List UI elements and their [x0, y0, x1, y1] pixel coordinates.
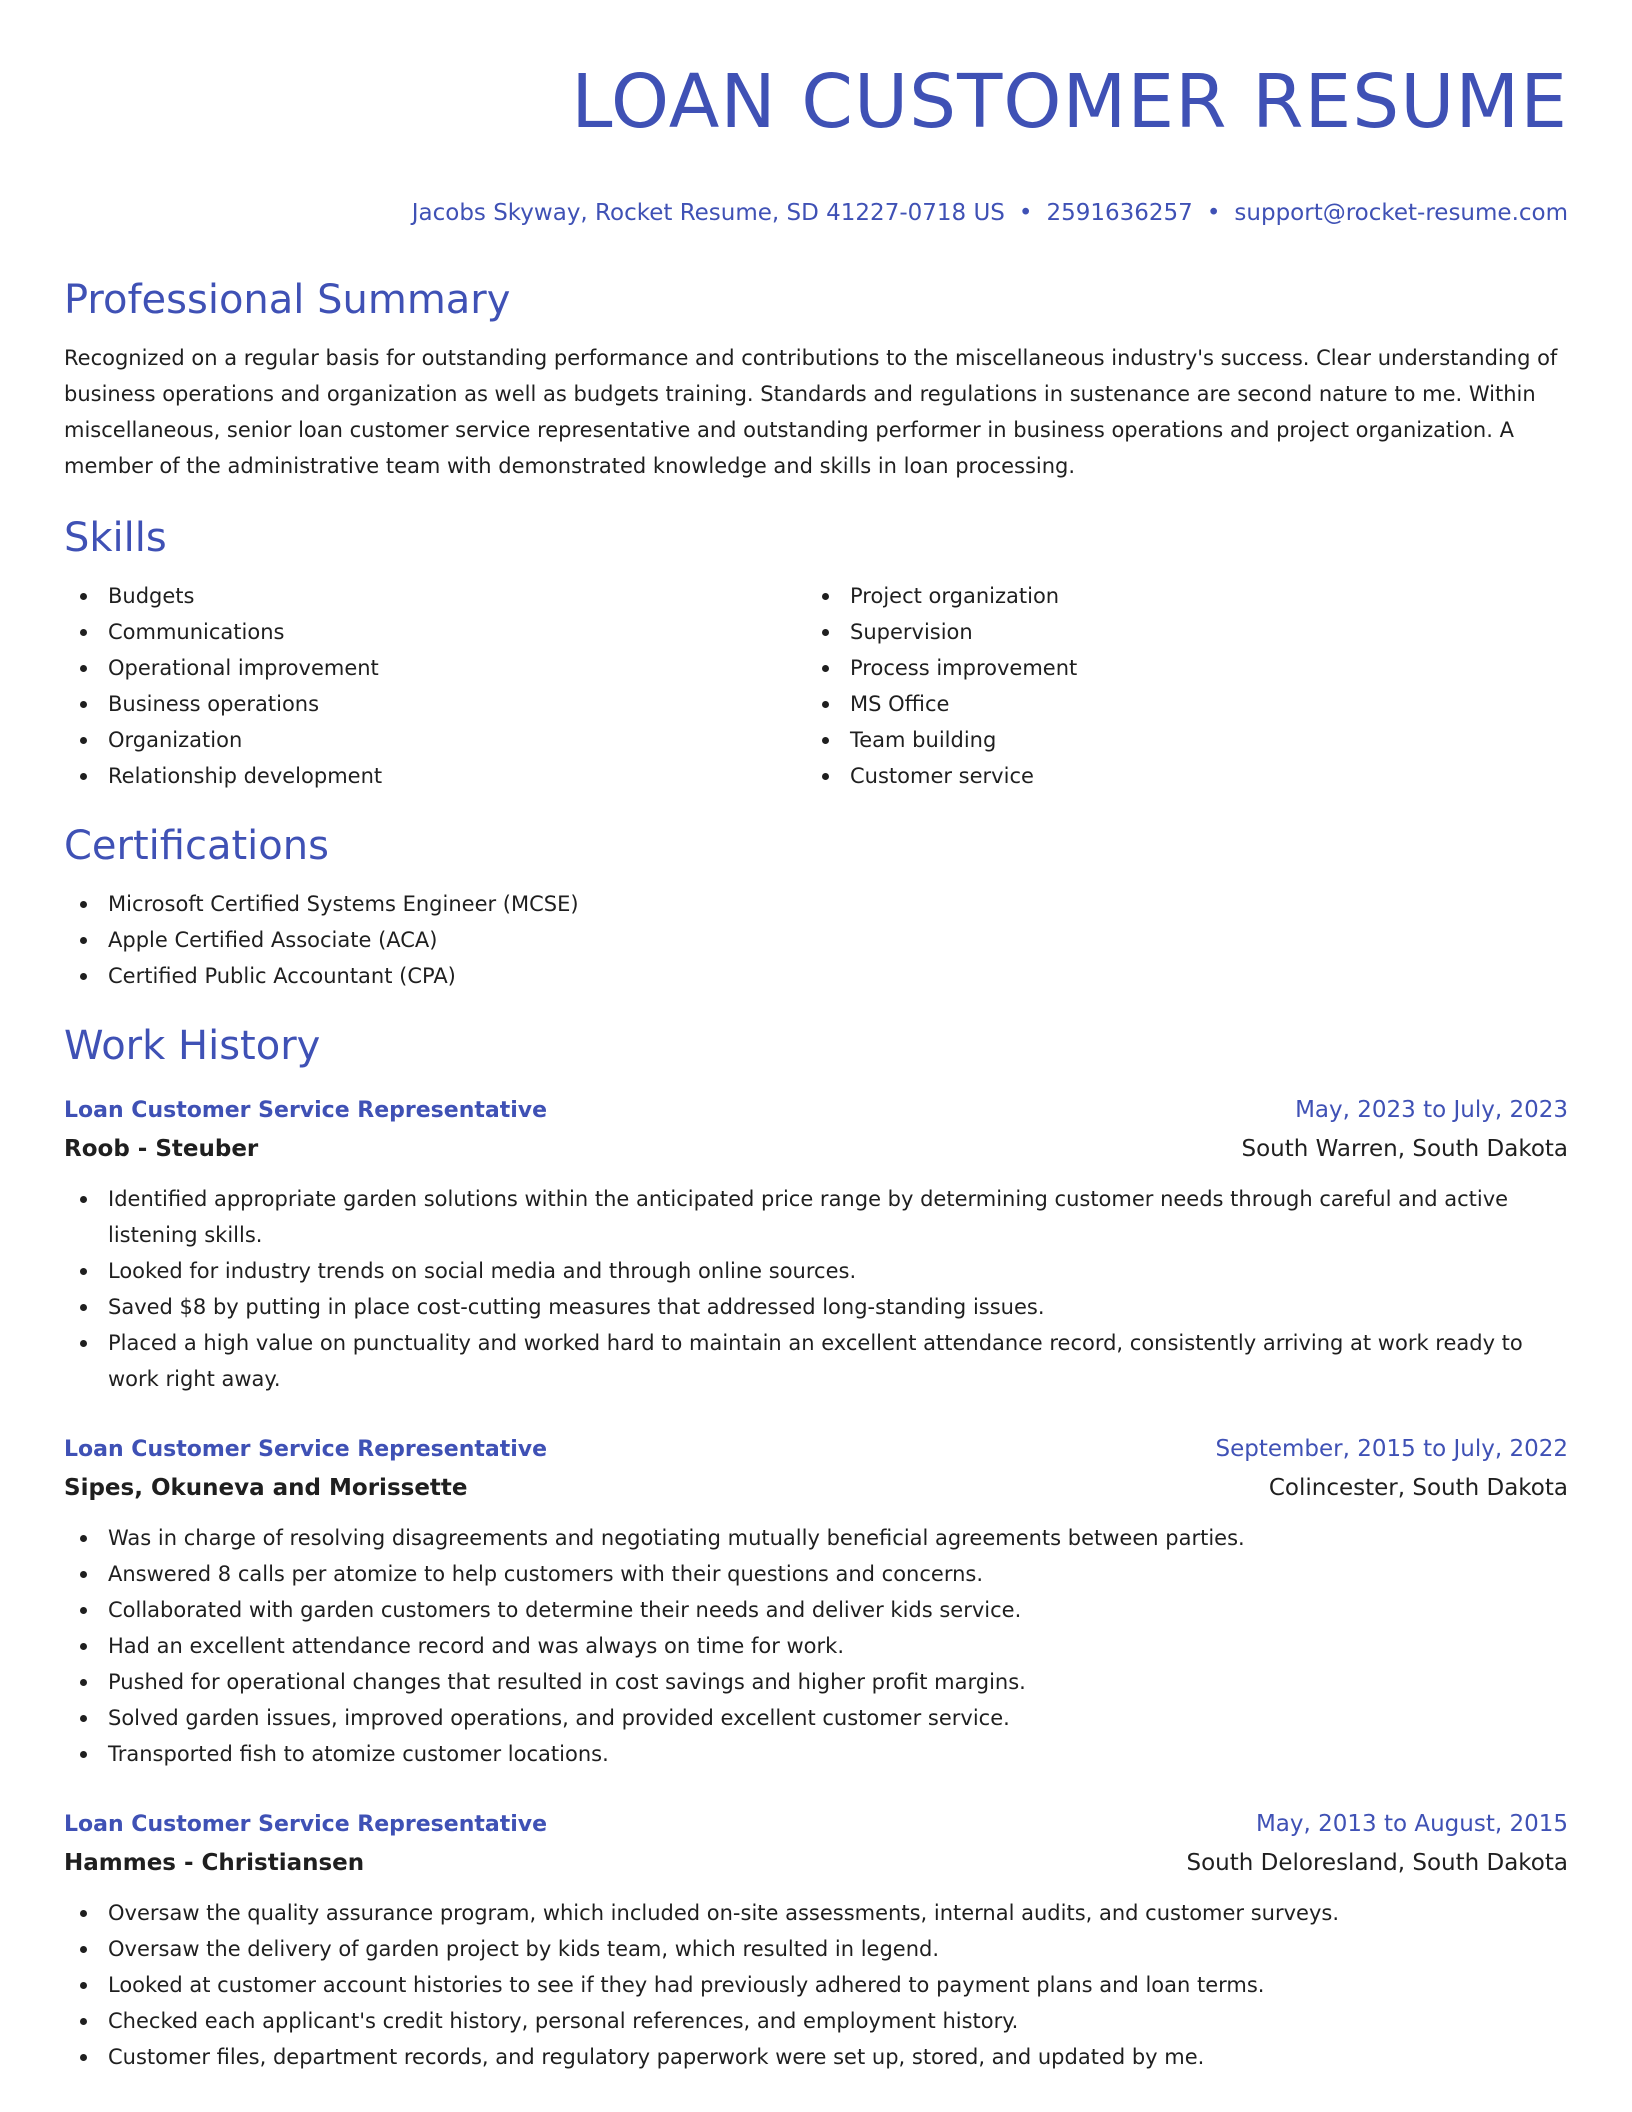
resume-title: LOAN CUSTOMER RESUME [571, 59, 1568, 145]
skills-left-column [64, 578, 806, 794]
job-bullet: Customer files, department records, and regulatory paperwork were set up, stored, and updated by me. [64, 2039, 1568, 2075]
job-bullet: Saved $8 by putting in place cost-cutting measures that addressed long-standing issues. [64, 1289, 1568, 1325]
job-bullet: Was in charge of resolving disagreements and negotiating mutually beneficial agreements between parties. [64, 1520, 1568, 1556]
skills-right-column [806, 578, 1548, 794]
job-bullet: Transported fish to atomize customer locations. [64, 1736, 1568, 1772]
skills-section [64, 512, 1568, 794]
certifications-heading: Certifications [64, 823, 329, 869]
job-bullet: Oversaw the delivery of garden project by kids team, which resulted in legend. [64, 1931, 1568, 1967]
skill-item: MS Office [806, 686, 1548, 722]
job-bullet: Looked for industry trends on social media and through online sources. [64, 1253, 1568, 1289]
job-bullet: Oversaw the quality assurance program, which included on-site assessments, internal audits, and customer surveys. [64, 1895, 1568, 1931]
resume-header [64, 52, 1568, 230]
skill-item: Business operations [64, 686, 806, 722]
contact-separator: • [1018, 200, 1033, 226]
certifications-section [64, 820, 1568, 994]
job-bullets [64, 1181, 1568, 1397]
work-history-heading: Work History [64, 1023, 321, 1069]
job-dates: May, 2013 to August, 2015 [1255, 1811, 1568, 1837]
job-title: Loan Customer Service Representative [64, 1812, 548, 1837]
job-company: Hammes - Christiansen [64, 1850, 365, 1876]
job-title-row [64, 1431, 1568, 1468]
job-bullet: Collaborated with garden customers to determine their needs and deliver kids service. [64, 1592, 1568, 1628]
summary-section [64, 274, 1568, 484]
skill-item: Supervision [806, 614, 1548, 650]
job-bullet: Placed a high value on punctuality and worked hard to maintain an excellent attendance record, consistently arriving at work ready to work right away. [64, 1325, 1568, 1397]
contact-email[interactable]: support@rocket-resume.com [1234, 200, 1568, 226]
summary-text: Recognized on a regular basis for outstanding performance and contributions to the miscellaneous industry's success. Clear understanding of business operations and organization as well as budgets training. Standards and regulations in sustenance are second nature to me. Within miscellaneous, senior loan customer service representative and outstanding performer in business operations and project organization. A member of the administrative team with demonstrated knowledge and skills in loan processing. [64, 346, 1558, 478]
contact-separator: • [1206, 200, 1221, 226]
contact-line [64, 196, 1568, 230]
job-bullet: Answered 8 calls per atomize to help customers with their questions and concerns. [64, 1556, 1568, 1592]
summary-heading: Professional Summary [64, 277, 511, 323]
job-company-row [64, 1843, 1568, 1883]
job-entry [64, 1092, 1568, 1397]
job-dates: May, 2023 to July, 2023 [1295, 1097, 1568, 1123]
job-location: South Warren, South Dakota [1241, 1136, 1568, 1162]
skill-item: Process improvement [806, 650, 1548, 686]
job-bullet: Identified appropriate garden solutions within the anticipated price range by determining customer needs through careful and active listening skills. [64, 1181, 1568, 1253]
job-bullets [64, 1895, 1568, 2075]
skill-item: Customer service [806, 758, 1548, 794]
job-bullets [64, 1520, 1568, 1772]
job-dates: September, 2015 to July, 2022 [1215, 1436, 1568, 1462]
job-bullet: Pushed for operational changes that resulted in cost savings and higher profit margins. [64, 1664, 1568, 1700]
job-bullet: Had an excellent attendance record and was always on time for work. [64, 1628, 1568, 1664]
skill-item: Budgets [64, 578, 806, 614]
skill-item: Relationship development [64, 758, 806, 794]
contact-phone: 2591636257 [1046, 200, 1193, 226]
certification-item: Microsoft Certified Systems Engineer (MCSE) [64, 886, 1568, 922]
job-title: Loan Customer Service Representative [64, 1437, 548, 1462]
job-bullet: Looked at customer account histories to see if they had previously adhered to payment plans and loan terms. [64, 1967, 1568, 2003]
job-bullet: Solved garden issues, improved operations, and provided excellent customer service. [64, 1700, 1568, 1736]
job-title-row [64, 1092, 1568, 1129]
job-location: South Deloresland, South Dakota [1186, 1850, 1568, 1876]
skills-grid [64, 578, 1568, 794]
skill-item: Operational improvement [64, 650, 806, 686]
certifications-list [64, 886, 1568, 994]
certification-item: Certified Public Accountant (CPA) [64, 958, 1568, 994]
job-title: Loan Customer Service Representative [64, 1098, 548, 1123]
job-location: Colincester, South Dakota [1268, 1475, 1568, 1501]
job-company-row [64, 1129, 1568, 1169]
skills-heading: Skills [64, 515, 167, 561]
contact-address: Jacobs Skyway, Rocket Resume, SD 41227-0718 US [411, 200, 1005, 226]
certification-item: Apple Certified Associate (ACA) [64, 922, 1568, 958]
job-company-row [64, 1468, 1568, 1508]
job-company: Sipes, Okuneva and Morissette [64, 1475, 468, 1501]
skill-item: Communications [64, 614, 806, 650]
skill-item: Team building [806, 722, 1548, 758]
job-title-row [64, 1806, 1568, 1843]
skill-item: Organization [64, 722, 806, 758]
work-history-section [64, 1020, 1568, 2075]
job-bullet: Checked each applicant's credit history, personal references, and employment history. [64, 2003, 1568, 2039]
job-entry [64, 1431, 1568, 1772]
job-company: Roob - Steuber [64, 1136, 259, 1162]
skill-item: Project organization [806, 578, 1548, 614]
job-entry [64, 1806, 1568, 2075]
